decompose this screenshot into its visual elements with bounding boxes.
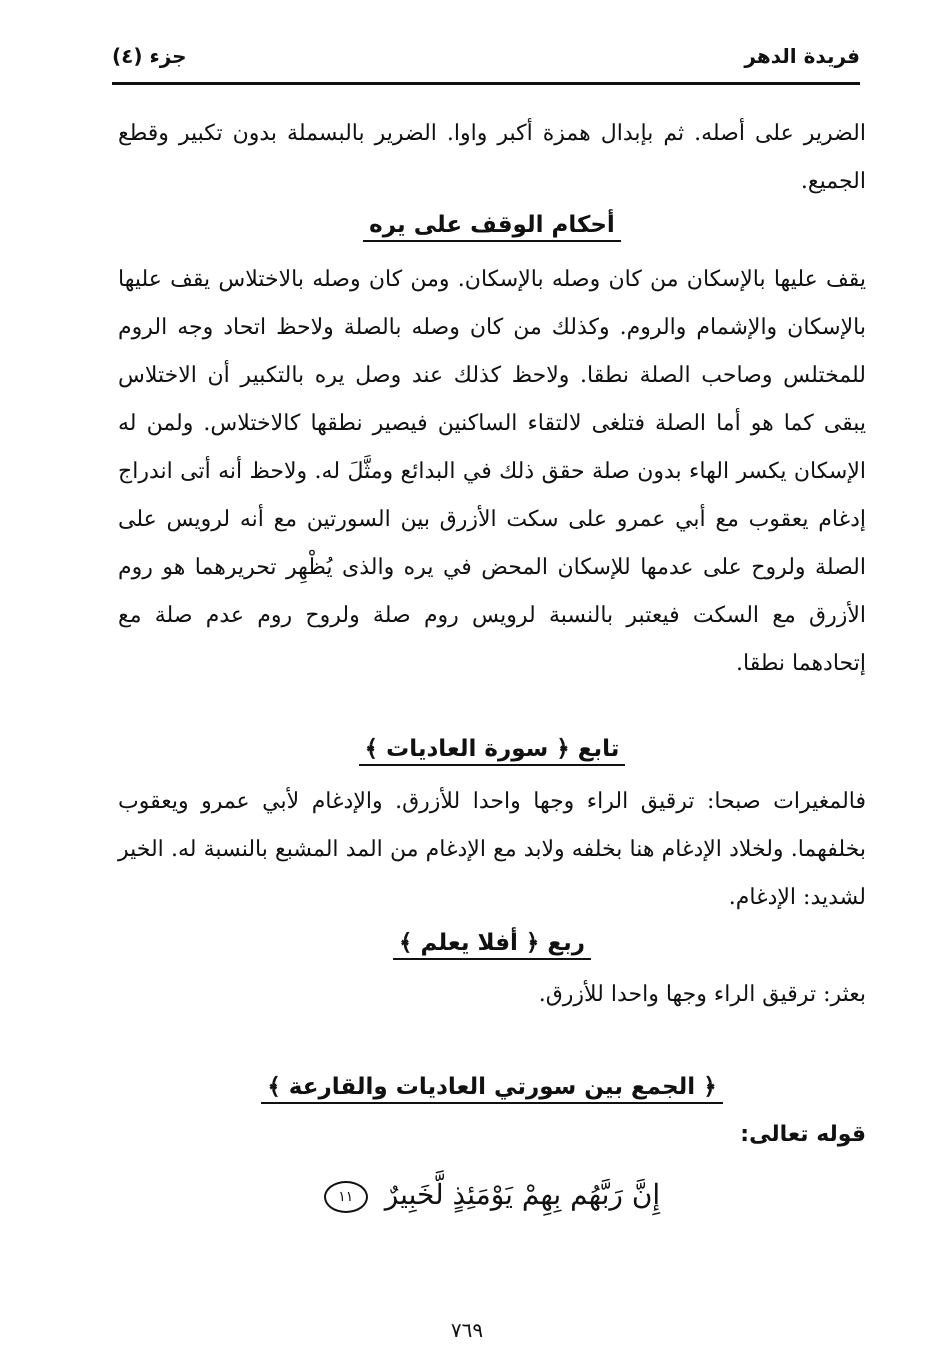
adiyat-paragraph: فالمغيرات صبحا: ترقيق الراء وجها واحدا للأزرق. والإدغام لأبي عمرو ويعقوب بخلفهما. ولخلاد الإدغام هنا بخلفه ولابد مع الإدغام من المد المشبع بالنسبة له. الخير لشديد: الإدغام.	[118, 789, 866, 910]
section-heading-adiyat-text: تابع ﴿ سورة العاديات ﴾	[359, 736, 626, 766]
intro-paragraph: الضرير على أصله. ثم بإبدال همزة أكبر واوا. الضرير بالبسملة بدون تكبير وقطع الجميع.	[118, 121, 866, 194]
section-heading-afala-text: ربع ﴿ أفلا يعلم ﴾	[393, 930, 591, 960]
header-rule	[112, 82, 860, 85]
section-heading-waqf	[118, 212, 866, 238]
section-heading-jam-text: ﴿ الجمع بين سورتي العاديات والقارعة ﴾	[261, 1074, 722, 1104]
section-heading-jam	[118, 1074, 866, 1100]
afala-line: بعثر: ترقيق الراء وجها واحدا للأزرق.	[538, 982, 866, 1007]
quran-verse	[118, 1178, 866, 1213]
running-header	[112, 40, 860, 82]
section-heading-adiyat	[118, 736, 866, 762]
waqf-paragraph: يقف عليها بالإسكان من كان وصله بالإسكان. ومن كان وصله بالاختلاس يقف عليها بالإسكان والإشمام والروم. وكذلك من كان وصله بالصلة ولاحظ اتحاد وجه الروم للمختلس وصاحب الصلة نطقا. ولاحظ كذلك عند وصل يره بالتكبير أن الاختلاس يبقى كما هو أما الصلة فتلغى لالتقاء الساكنين فيصير نطقها كالاختلاس. ولمن له الإسكان يكسر الهاء بدون صلة حقق ذلك في البدائع ومثَّلَ له. ولاحظ أنه أتى اندراج إدغام يعقوب مع أبي عمرو على سكت الأزرق بين السورتين مع أنه لرويس على الصلة ولروح على عدمها للإسكان المحض في يره والذى يُظْهِر تحريرهما هو روم الأزرق مع السكت فيعتبر بالنسبة لرويس روم صلة ولروح روم عدم صلة مع إتحادهما نطقا.	[118, 267, 866, 676]
section-heading-afala	[118, 930, 866, 956]
book-title: فريدة الدهر	[744, 44, 860, 68]
verse-text: إِنَّ رَبَّهُم بِهِمْ يَوْمَئِذٍ لَّخَبِيرٌ	[384, 1178, 661, 1211]
volume-label: جزء (٤)	[112, 44, 187, 68]
ayah-number-marker: ١١	[324, 1181, 368, 1213]
verse-intro: قوله تعالى:	[740, 1122, 866, 1147]
page-number: ٧٦٩	[450, 1318, 484, 1342]
section-heading-waqf-text: أحكام الوقف على يره	[363, 212, 621, 242]
